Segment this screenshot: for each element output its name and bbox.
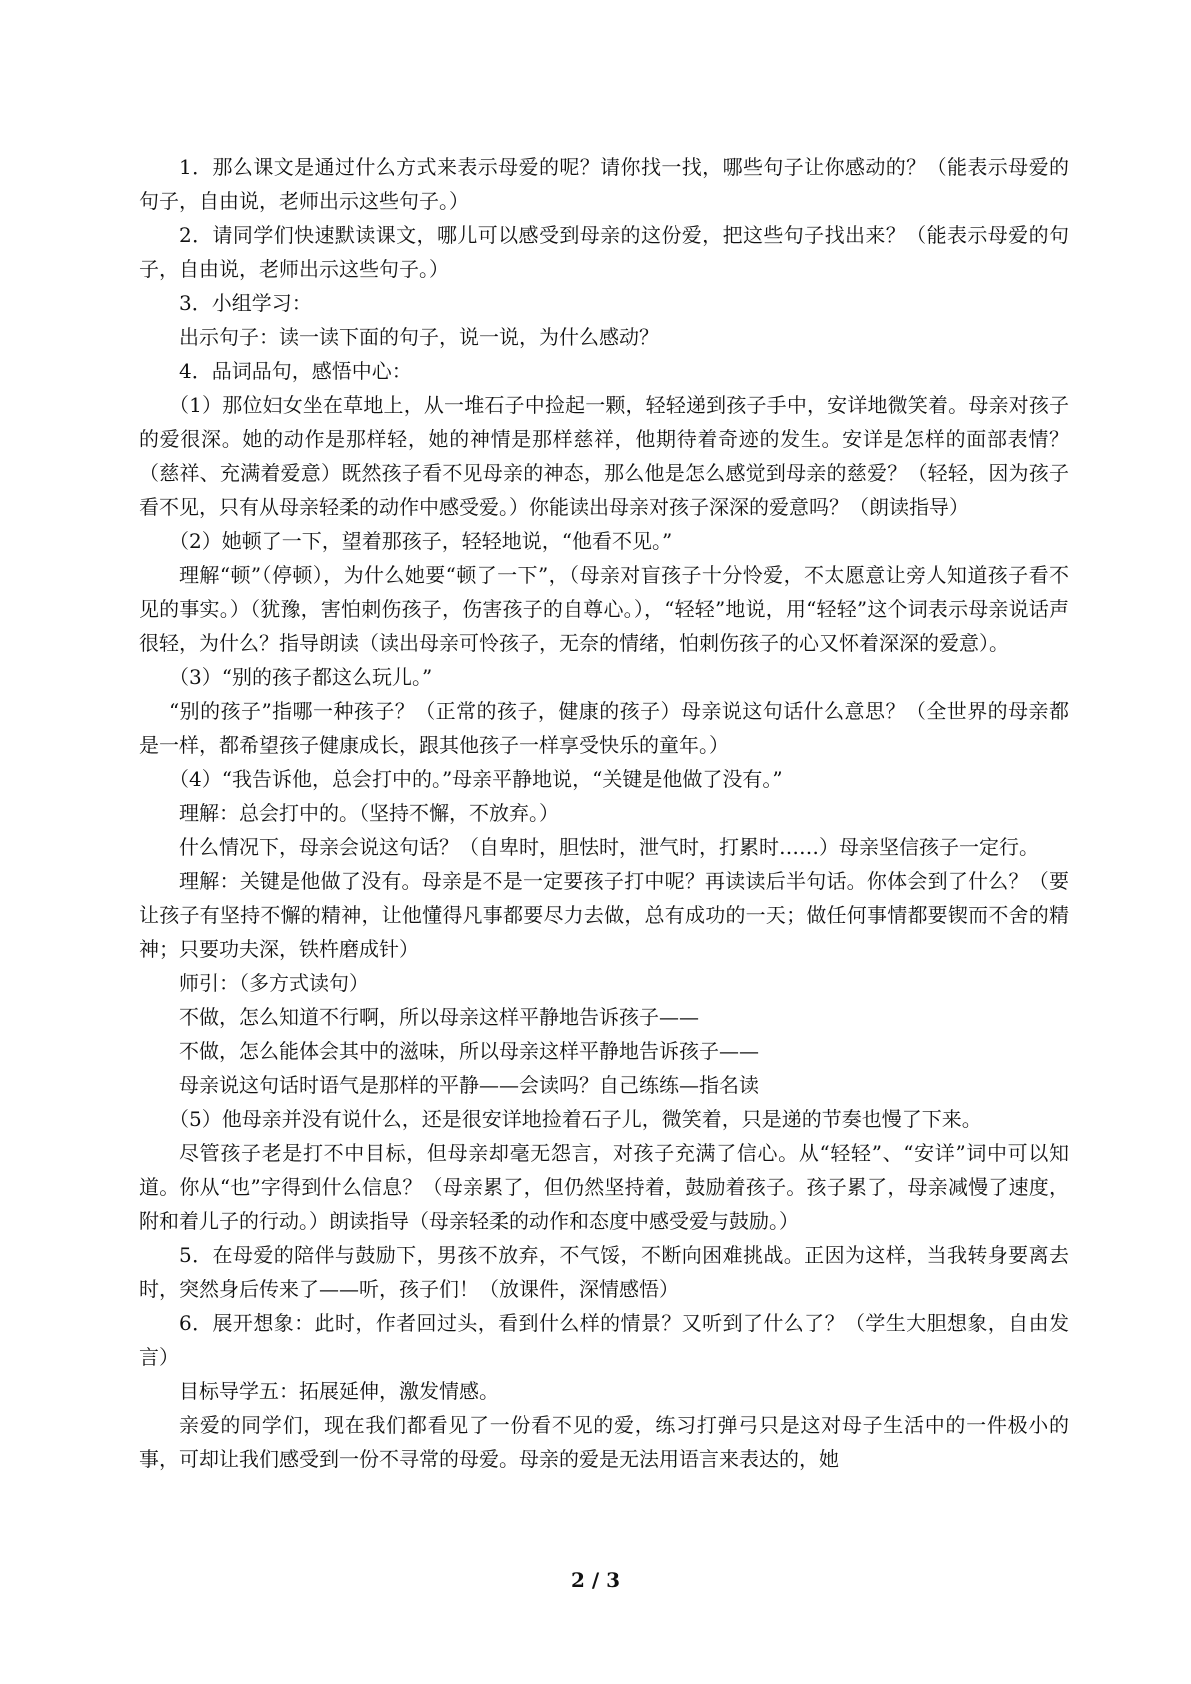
- paragraph-p4: 出示句子：读一读下面的句子，说一说，为什么感动？: [179, 325, 659, 349]
- paragraph-p5: 4．品词品句，感悟中心：: [179, 359, 412, 383]
- paragraph-p11: （4）“我告诉他，总会打中的。”母亲平静地说，“关键是他做了没有。”: [169, 767, 783, 791]
- paragraph-p16: 不做，怎么知道不行啊，所以母亲这样平静地告诉孩子——: [179, 1005, 699, 1029]
- paragraph-p15: 师引：（多方式读句）: [179, 971, 369, 995]
- paragraph-p18: 母亲说这句话时语气是那样的平静——会读吗？自己练练—指名读: [179, 1073, 759, 1097]
- paragraph-p12: 理解：总会打中的。（坚持不懈，不放弃。）: [179, 801, 559, 825]
- paragraph-p22: 6．展开想象：此时，作者回过头，看到什么样的情景？又听到了什么了？（学生大胆想象，自由发言）: [139, 1311, 1069, 1369]
- page-number: 2 / 3: [570, 1568, 621, 1592]
- paragraph-p7: （2）她顿了一下，望着那孩子，轻轻地说，“他看不见。”: [169, 529, 673, 553]
- paragraph-p21: 5．在母爱的陪伴与鼓励下，男孩不放弃，不气馁，不断向困难挑战。正因为这样，当我转身要离去时，突然身后传来了——听，孩子们！（放课件，深情感悟）: [139, 1243, 1069, 1301]
- paragraph-p19: （5）他母亲并没有说什么，还是很安详地捡着石子儿，微笑着，只是递的节奏也慢了下来。: [169, 1107, 982, 1131]
- paragraph-p10: “别的孩子”指哪一种孩子？（正常的孩子，健康的孩子）母亲说这句话什么意思？（全世界的母亲都是一样，都希望孩子健康成长，跟其他孩子一样享受快乐的童年。）: [139, 699, 1069, 757]
- paragraph-p2: 2．请同学们快速默读课文，哪儿可以感受到母亲的这份爱，把这些句子找出来？（能表示母爱的句子，自由说，老师出示这些句子。）: [139, 223, 1069, 281]
- paragraph-p14: 理解：关键是他做了没有。母亲是不是一定要孩子打中呢？再读读后半句话。你体会到了什么？（要让孩子有坚持不懈的精神，让他懂得凡事都要尽力去做，总有成功的一天；做任何事情都要锲而不舍的精神；只要功夫深，铁杵磨成针）: [139, 869, 1069, 961]
- paragraph-p20: 尽管孩子老是打不中目标，但母亲却毫无怨言，对孩子充满了信心。从“轻轻”、“安详”词中可以知道。你从“也”字得到什么信息？（母亲累了，但仍然坚持着，鼓励着孩子。孩子累了，母亲减慢了速度，附和着儿子的行动。）朗读指导（母亲轻柔的动作和态度中感受爱与鼓励。）: [139, 1141, 1069, 1233]
- paragraph-p3: 3．小组学习：: [179, 291, 312, 315]
- paragraph-p13: 什么情况下，母亲会说这句话？（自卑时，胆怯时，泄气时，打累时……）母亲坚信孩子一定行。: [179, 835, 1039, 859]
- paragraph-p1: 1．那么课文是通过什么方式来表示母爱的呢？请你找一找，哪些句子让你感动的？（能表示母爱的句子，自由说，老师出示这些句子。）: [139, 155, 1069, 213]
- document-body: [139, 150, 1069, 1476]
- paragraph-p6: （1）那位妇女坐在草地上，从一堆石子中捡起一颗，轻轻递到孩子手中，安详地微笑着。母亲对孩子的爱很深。她的动作是那样轻，她的神情是那样慈祥，他期待着奇迹的发生。安详是怎样的面部表情？（慈祥、充满着爱意）既然孩子看不见母亲的神态，那么他是怎么感觉到母亲的慈爱？（轻轻，因为孩子看不见，只有从母亲轻柔的动作中感受爱。）你能读出母亲对孩子深深的爱意吗？（朗读指导）: [139, 393, 1069, 519]
- paragraph-p24: 亲爱的同学们，现在我们都看见了一份看不见的爱，练习打弹弓只是这对母子生活中的一件极小的事，可却让我们感受到一份不寻常的母爱。母亲的爱是无法用语言来表达的，她: [139, 1413, 1069, 1471]
- paragraph-p8: 理解“顿”（停顿），为什么她要“顿了一下”，（母亲对盲孩子十分怜爱，不太愿意让旁人知道孩子看不见的事实。）（犹豫，害怕刺伤孩子，伤害孩子的自尊心。），“轻轻”地说，用“轻轻”这个词表示母亲说话声很轻，为什么？指导朗读（读出母亲可怜孩子，无奈的情绪，怕刺伤孩子的心又怀着深深的爱意）。: [139, 563, 1069, 655]
- paragraph-p23: 目标导学五：拓展延伸，激发情感。: [179, 1379, 499, 1403]
- paragraph-p9: （3）“别的孩子都这么玩儿。”: [169, 665, 433, 689]
- paragraph-p17: 不做，怎么能体会其中的滋味，所以母亲这样平静地告诉孩子——: [179, 1039, 759, 1063]
